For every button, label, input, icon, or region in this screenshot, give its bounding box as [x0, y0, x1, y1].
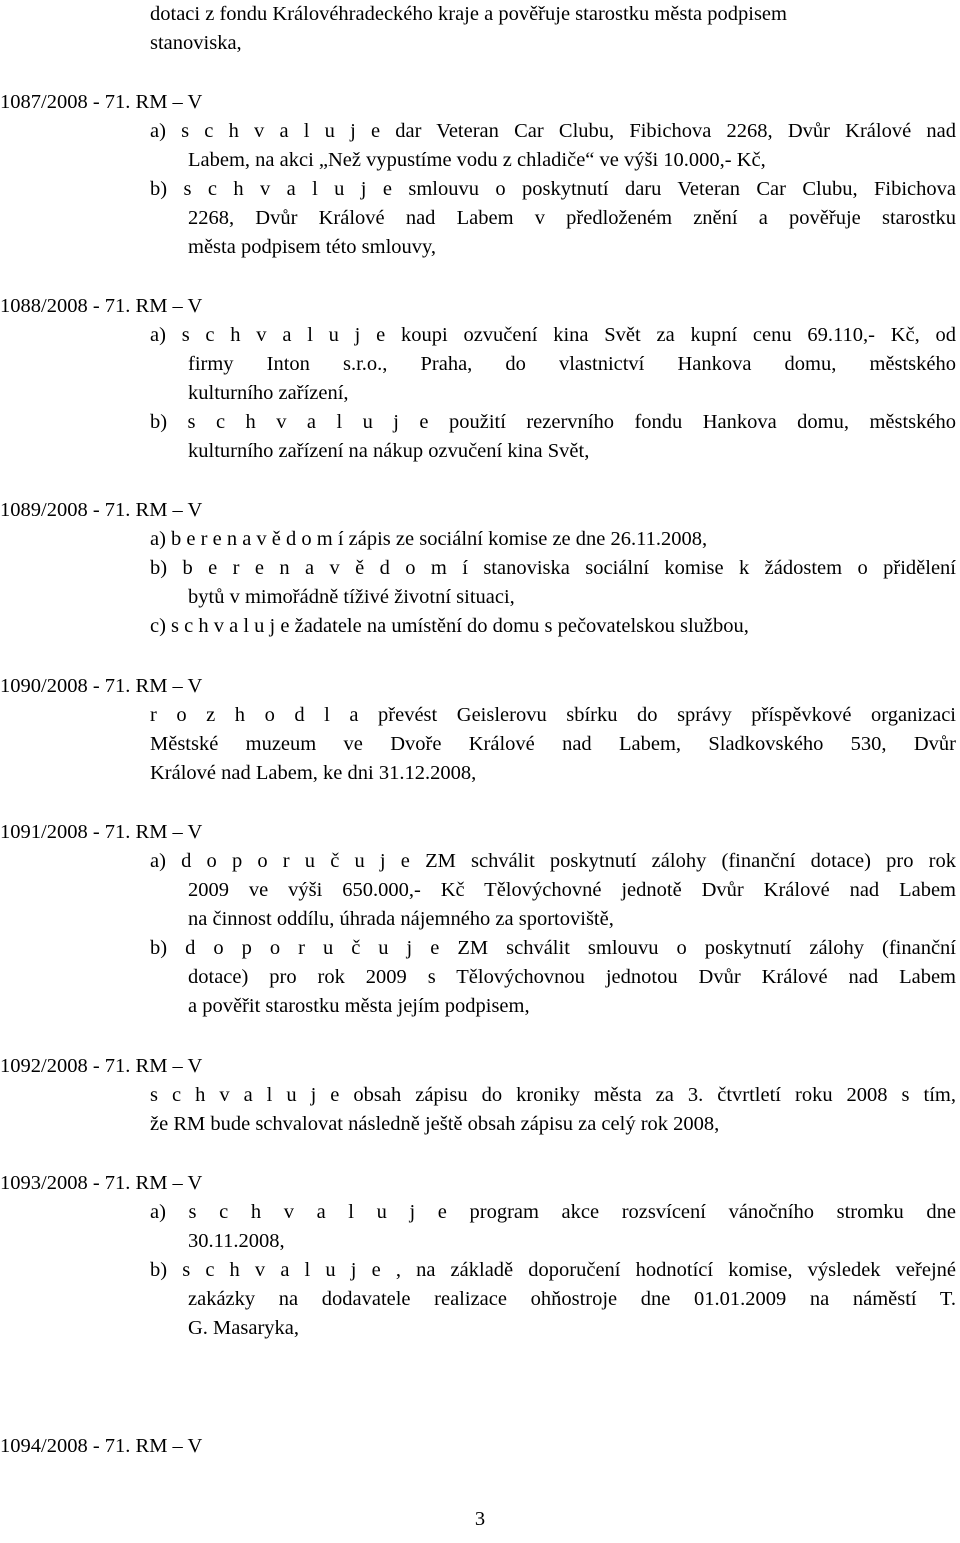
text-line: 1094/2008 - 71. RM – V — [0, 1435, 203, 1457]
text-line: 1088/2008 - 71. RM – V — [0, 295, 203, 317]
text-line: Králové nad Labem, ke dni 31.12.2008, — [150, 762, 477, 784]
text-line: 1087/2008 - 71. RM – V — [0, 91, 203, 113]
text-line: 1093/2008 - 71. RM – V — [0, 1172, 203, 1194]
text-line: c) s c h v a l u j e žadatele na umístění do domu s pečovatelskou službou, — [150, 615, 749, 637]
text-line: b) b e r e n a v ě d o m í stanoviska sociální komise k žádostem o přidělení — [150, 557, 956, 579]
text-line: že RM bude schvalovat následně ještě obsah zápisu za celý rok 2008, — [150, 1113, 720, 1135]
text-line: a) s c h v a l u j e program akce rozsvícení vánočního stromku dne — [150, 1201, 956, 1223]
text-line: zakázky na dodavatele realizace ohňostroje dne 01.01.2009 na náměstí T. — [188, 1288, 956, 1310]
text-line: b) d o p o r u č u j e ZM schválit smlouvu o poskytnutí zálohy (finanční — [150, 937, 956, 959]
text-line: b) s c h v a l u j e použití rezervního fondu Hankova domu, městského — [150, 411, 956, 433]
text-line: na činnost oddílu, úhrada nájemného za sportoviště, — [188, 908, 614, 930]
text-line: a) b e r e n a v ě d o m í zápis ze sociální komise ze dne 26.11.2008, — [150, 528, 708, 550]
text-line: a pověřit starostku města jejím podpisem, — [188, 995, 530, 1017]
text-line: r o z h o d l a převést Geislerovu sbírku do správy příspěvkové organizaci — [150, 704, 956, 726]
text-line: města podpisem této smlouvy, — [188, 236, 437, 258]
text-line: bytů v mimořádně tíživé životní situaci, — [188, 586, 515, 608]
text-line: 1089/2008 - 71. RM – V — [0, 499, 203, 521]
page-number: 3 — [474, 1508, 486, 1530]
text-line: a) d o p o r u č u j e ZM schválit poskytnutí zálohy (finanční dotace) pro rok — [150, 850, 956, 872]
text-line: b) s c h v a l u j e , na základě doporučení hodnotící komise, výsledek veřejné — [150, 1259, 956, 1281]
text-line: dotace) pro rok 2009 s Tělovýchovnou jednotou Dvůr Králové nad Labem — [188, 966, 956, 988]
text-line: Labem, na akci „Než vypustíme vodu z chladiče“ ve výši 10.000,- Kč, — [188, 149, 766, 171]
text-line: kulturního zařízení, — [188, 382, 349, 404]
text-line: 1092/2008 - 71. RM – V — [0, 1055, 203, 1077]
text-line: 2268, Dvůr Králové nad Labem v předloženém znění a pověřuje starostku — [188, 207, 956, 229]
text-line: dotaci z fondu Královéhradeckého kraje a pověřuje starostku města podpisem — [150, 3, 787, 25]
text-line: 1091/2008 - 71. RM – V — [0, 821, 203, 843]
text-line: a) s c h v a l u j e dar Veteran Car Clubu, Fibichova 2268, Dvůr Králové nad — [150, 120, 956, 142]
text-line: stanoviska, — [150, 32, 242, 54]
text-line: 2009 ve výši 650.000,- Kč Tělovýchovné jednotě Dvůr Králové nad Labem — [188, 879, 956, 901]
text-line: 1090/2008 - 71. RM – V — [0, 675, 203, 697]
text-line: a) s c h v a l u j e koupi ozvučení kina Svět za kupní cenu 69.110,- Kč, od — [150, 324, 956, 346]
text-line: Městské muzeum ve Dvoře Králové nad Labem, Sladkovského 530, Dvůr — [150, 733, 956, 755]
text-line: s c h v a l u j e obsah zápisu do kroniky města za 3. čtvrtletí roku 2008 s tím, — [150, 1084, 956, 1106]
text-line: b) s c h v a l u j e smlouvu o poskytnutí daru Veteran Car Clubu, Fibichova — [150, 178, 956, 200]
text-line: G. Masaryka, — [188, 1317, 300, 1339]
text-line: firmy Inton s.r.o., Praha, do vlastnictví Hankova domu, městského — [188, 353, 956, 375]
text-line: 30.11.2008, — [188, 1230, 285, 1252]
text-line: kulturního zařízení na nákup ozvučení kina Svět, — [188, 440, 590, 462]
